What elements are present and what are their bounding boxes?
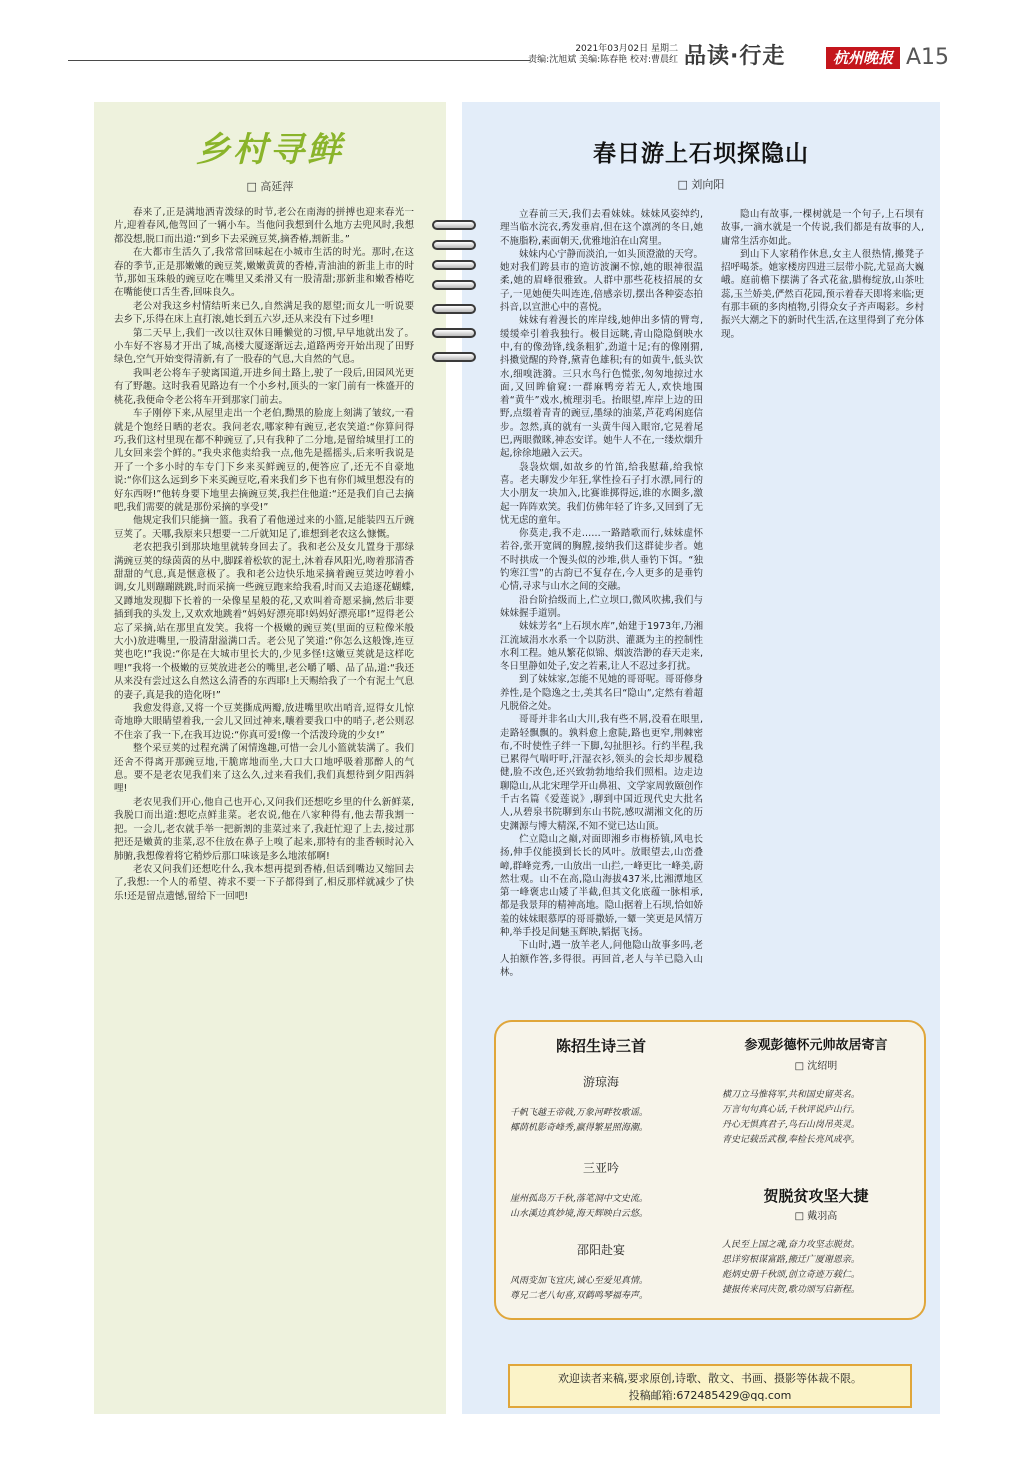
header-meta xyxy=(496,44,678,66)
article1-paragraph: 老农把我引到那块地里就转身回去了。我和老公及女儿置身于那绿满豌豆荚的绿茵茵的丛中,脚踩着松软的泥土,沐着春风阳光,吻着那清香甜甜的气息,真是惬意极了。我和老公边快乐地采摘着豌豆荚边哼着小调,女儿则蹦蹦跳跳,时而采摘一些豌豆跑来给我看,时而又去追逐花蝴蝶,又蹲地发现脚下长着的一朵像星星般的花,又欢叫着奇愿采摘,然后非要插到我的头发上,又欢欢地跳着“妈妈好漂亮耶!妈妈好漂亮耶!”逗得老公忘了采摘,站在那里直发笑。我将一个极嫩的豌豆荚(里面的豆粒像米般大小)放进嘴里,一股清甜溢满口舌。老公见了笑道:“你怎么这般馋,连豆荚也吃!”我说:“你是在大城市里长大的,少见多怪!这嫩豆荚就是这样吃哩!”我将一个极嫩的豆荚放进老公的嘴里,老公嚼了嚼、品了品,道:“我还从来没有尝过这么自然这么清香的东西耶!上天赐给我了一个有泥土气息的妻子,真是我的造化呀!” xyxy=(114,542,414,701)
poem-line: 崖州孤岛万千秋,落笔洞中文史流。 xyxy=(510,1194,648,1204)
notice-email[interactable]: 投稿邮箱:672485429@qq.com xyxy=(628,1389,792,1402)
article1-paragraph: 老农又问我们还想吃什么,我本想再提到香椿,但话到嘴边又缩回去了,我想:一个人的希望、祷求不要一下子都得到了,相反那样就减少了快乐!还是留点遗憾,留给下一回吧! xyxy=(114,863,414,902)
poem-group2-lines xyxy=(722,1088,922,1148)
article1-paragraph: 他规定我们只能摘一篮。我看了看他递过来的小篮,足能装四五斤豌豆荚了。天哪,我原来只想要一二斤就知足了,谁想到老农这么慷慨。 xyxy=(114,515,414,540)
article2-paragraph: 妹妹内心宁静而淡泊,一如头顶澄澈的天穹。她对我们跨县市的造访波澜不惊,她的眼神很温柔,她的眉峰很雅致。人群中那些花枝招展的女子,一见她便失叫连连,倍感亲切,摆出各种姿态拍抖音,以宣泄心中的喜悦。 xyxy=(500,248,703,314)
submission-notice xyxy=(508,1364,912,1408)
article1-byline: □ 高延萍 xyxy=(246,180,294,193)
header-rule xyxy=(68,60,530,61)
binder-ring xyxy=(432,280,476,290)
article1-body xyxy=(114,206,414,1410)
article2-paragraph: 哥哥并非名山大川,我有些不屑,没看在眼里,走路轻飘飘的。孰料愈上愈陡,路也更窄,荆棘密布,不时使性子绊一下脚,勾扯胆衫。行约半程,我已累得气喘吁吁,汗湿衣衫,领头的会长却步履稳健,脸不改色,还兴致勃勃地给我们照相。边走边聊隐山,从北宋理学开山鼻祖、文学家周敦颐创作千古名篇《爱莲说》,聊到中国近现代史大批名人,从碧泉书院聊到东山书院,感叹湖湘文化的历史渊源与博大精深,不知不觉已达山顶。 xyxy=(500,714,703,832)
notice-text: 欢迎读者来稿,要求原创,诗歌、散文、书画、摄影等体裁不限。 xyxy=(558,1372,862,1385)
article2-paragraph: 伫立隐山之巅,对面即湘乡市梅桥镇,风电长扬,伸手仪能摸到长长的风叶。放眼望去,山峦叠嶂,群峰竞秀,一山放出一山拦,一峰更比一峰美,蔚然壮观。山不在高,隐山海拔437米,比湘潭地区第一峰褒忠山矮了半截,但其文化底蕴一脉相承,都是我景拜的精神高地。隐山据着上石坝,恰如娇羞的妹妹眼慕厚的哥哥撒娇,一颦一笑更是风情万种,举手投足间魅玉辉映,韬据飞扬。 xyxy=(500,833,703,939)
binder-ring xyxy=(432,220,476,230)
editor-credits: 责编:沈旭斌 美编:陈春艳 校对:曹晨红 xyxy=(528,55,678,65)
poem-line: 椰荫机影奇峰秀,赢得繁星照海潮。 xyxy=(510,1123,648,1133)
section-title: 品读·行走 xyxy=(684,44,786,69)
poem3-lines xyxy=(510,1274,710,1304)
binder-ring xyxy=(432,260,476,270)
poem3-subtitle: 邵阳赴宴 xyxy=(576,1243,625,1257)
article2-paragraph: 立春前三天,我们去看妹妹。妹妹风姿绰约,理当临水浣衣,秀发垂肩,但在这个凛冽的冬日,她不施脂粉,素面朝天,优雅地泊在山窝里。 xyxy=(500,209,703,247)
poem-line: 捷报传来同庆贺,歌功颂写启新程。 xyxy=(722,1285,860,1295)
article1-paragraph: 春来了,正是满地洒青泼绿的时节,老公在南海的拼搏也迎来春光一片,迎着春风,他驾回了一辆小车。当他问我想到什么地方去兜风时,我想都没想,脱口而出道:“到乡下去采豌豆荚,摘香椿,割新韭。” xyxy=(114,207,414,245)
poem-line: 丹心无惧真君子,鸟石山岗吊英灵。 xyxy=(722,1120,860,1130)
article2-paragraph: 下山时,遇一放羊老人,问他隐山故事多吗,老人拍额作答,多得很。再回首,老人与羊已隐入山林。 xyxy=(500,940,703,978)
poem-line: 青史记载岳武穆,奉检长亮风成亭。 xyxy=(722,1135,860,1145)
binder-ring xyxy=(432,328,476,338)
poem-line: 万言句句真心话,千秋评说庐山行。 xyxy=(722,1105,860,1115)
poem2-subtitle: 三亚吟 xyxy=(582,1161,619,1175)
article2-body xyxy=(500,208,924,998)
article1-paragraph: 整个采豆荚的过程充满了闲情逸趣,可惜一会儿小篮就装满了。我们还舍不得离开那豌豆地,干脆席地而坐,大口大口地呼吸着那醉人的气息。要不是老农见我们来了这么久,过来看我们,我们真想待到夕阳西斜哩! xyxy=(114,743,414,795)
article1-paragraph: 老公对我这乡村情结听来已久,自然满足我的愿望;而女儿一听说要去乡下,乐得在床上直打滚,她长到五六岁,还从来没有下过乡哩! xyxy=(114,300,414,326)
article1-paragraph: 第二天早上,我们一改以往双休日睡懒觉的习惯,早早地就出发了。小车好不容易才开出了城,高楼大厦逐渐远去,道路两旁开始出现了田野绿色,空气开始变得清新,有了一股春的气息,大自然的气息。 xyxy=(114,327,414,366)
poem-group1-title: 陈招生诗三首 xyxy=(555,1037,646,1055)
poem-group2-byline: □ 沈绍明 xyxy=(794,1061,838,1072)
poem-line: 千帆飞越王帝戟,万象河畔牧歌谣。 xyxy=(510,1108,648,1118)
article1-title: 乡村寻鲜 xyxy=(196,130,344,170)
binder-ring xyxy=(432,240,476,250)
newspaper-logo: 杭州晚报 xyxy=(826,47,900,69)
poem-line: 横刀立马惟将军,共和国史留英名。 xyxy=(722,1090,860,1100)
article2-title: 春日游上石坝探隐山 xyxy=(593,140,809,167)
issue-date: 2021年03月02日 星期二 xyxy=(575,44,678,54)
poem1-subtitle: 游琼海 xyxy=(582,1075,619,1089)
article1-paragraph: 老农见我们开心,他自己也开心,又问我们还想吃乡里的什么新鲜菜,我脱口而出道:想吃点鲜韭菜。老农说,他在八家种得有,他去帮我割一把。一会儿,老农就手举一把新割的韭菜过来了,我赶忙迎了上去,接过那把还是嫩黄的韭菜,忍不住放在鼻子上嗅了起来,那特有的韭香顿时沁入肺腑,我想像着将它稍炒后那口味该是多么地浓郁啊! xyxy=(114,796,414,862)
article2-paragraph: 妹妹有着漫长的库岸线,她伸出多情的臂弯,缓缓牵引着我独行。极目远眺,青山隐隐倒映水中,有的像劲锋,线条粗犷,劲道十足;有的像刚猬,抖擞觉醒的羚脊,黛青色雄积;有的如黄牛,低头饮水,细嗅涟漪。三只水鸟行色慌张,匆匆地掠过水面,又回眸偷窥:一群麻鸭旁若无人,欢快地围着“黄牛”戏水,梳理羽毛。抬眼望,库岸上边的田野,点缀着青青的豌豆,墨绿的油菜,芦花鸡闲庭信步。忽然,真的就有一头黄牛闯入眼帘,它晃着尾巴,两眼微眯,神态安详。她牛人不在,一缕炊烟升起,徐徐地融入云天。 xyxy=(500,315,703,460)
poem-group3-title: 贺脱贫攻坚大捷 xyxy=(763,1187,869,1205)
poem-line: 思详穷根谋富路,搬迁广厦谢恩亲。 xyxy=(722,1255,860,1265)
article2-paragraph: 妹妹芳名“上石坝水库”,始建于1973年,乃湘江流域涓水水系一个以防洪、灌溉为主的控制性水利工程。她从繁花似锦、烟波浩渺的春天走来,冬日里静如处子,安之若素,让人不忍过多打扰。 xyxy=(500,621,703,673)
poem-group3-lines xyxy=(722,1238,922,1298)
poem-line: 人民至上国之魂,奋力攻坚志脱贫。 xyxy=(722,1240,860,1250)
article2-paragraph: 袅袅炊烟,如故乡的竹笛,给我慰藉,给我惊喜。老夫聊发少年狂,掌性捡石子打水漂,同行的大小朋友一块加入,比赛谁掷得远,谁的水圈多,激起一阵阵欢笑。我们仿佛年轻了许多,又回到了无忧无虑的童年。 xyxy=(500,461,703,526)
article2-byline: □ 刘向阳 xyxy=(677,178,725,191)
article2-paragraph: 到山下人家稍作休息,女主人很热情,搬凳子招呼喝茶。她家楼房四进三层带小院,尤显高大巍峨。庭前檐下摆满了各式花盆,腊梅绽放,山茶吐蕊,玉兰娇美,俨然百花园,预示着春天即将来临;更有那丰硕的多肉植物,引得众女子齐声喝彩。乡村振兴大潮之下的新时代生活,在这里得到了充分体现。 xyxy=(721,248,924,340)
article1-paragraph: 车子刚停下来,从屋里走出一个老伯,黝黑的脸庞上刻满了皱纹,一看就是个饱经日晒的老农。我问老农,哪家种有豌豆,老农笑道:“你算问得巧,我们这村里现在都不种豌豆了,只有我种了二分地,是留给城里打工的儿女回来尝个鲜的。”我央求他卖给我一点,他先是摇摇头,后来听我说是开了一个多小时的车专门下乡来买鲜豌豆的,便答应了,还无不自豪地说:“你们这么远到乡下来买豌豆吃,看来我们乡下也有你们城里想没有的好东西呀!”他转身要下地里去摘豌豆荚,我拦住他道:“还是我们自己去摘吧,我们需要的就是那份采摘的享受!” xyxy=(114,408,414,513)
article1-paragraph: 在大都市生活久了,我常常回味起在小城市生活的时光。那时,在这春的季节,正是那嫩嫩的豌豆荚,嫩嫩黄黄的香椿,青油油的新韭上市的时节,那如玉珠般的豌豆吃在嘴里又柔滑又有一股清甜;那新韭和嫩香椿吃在嘴能使口舌生香,回味良久。 xyxy=(114,247,414,299)
article2-paragraph: 你莫走,我不走……一路踏歌而行,妹妹虚怀若谷,张开宽阔的胸膛,接纳我们这群徒步者。她不时拱成一个馒头似的沙堆,供人垂钓下饵。“独钓寒江雪”的古韵已不复存在,今人更多的是垂钓心情,寻求与山水之间的交融。 xyxy=(500,528,703,593)
article1-paragraph: 我愈发得意,又将一个豆荚撕成两瓣,放进嘴里吹出哨音,逗得女儿惊奇地睁大眼睛望着我,一会儿又回过神来,嚷着要我口中的哨子,老公则忍不住亲了我一下,在我耳边说:“你真可爱!像一个活泼玲珑的少女!” xyxy=(114,703,414,741)
poem-line: 山水溪边真妙境,海天辉映白云悠。 xyxy=(510,1209,648,1219)
article2-paragraph: 沿台阶拾级而上,伫立坝口,微风吹拂,我们与妹妹握手道别。 xyxy=(500,594,703,619)
binder-ring xyxy=(432,304,476,314)
poem2-lines xyxy=(510,1192,710,1222)
binder-ring xyxy=(432,352,476,362)
poem-group3-byline: □ 戴羽高 xyxy=(794,1211,838,1222)
page-number: A15 xyxy=(906,45,950,70)
poem-line: 彪炳史册千秋颂,创立奇迹万载仁。 xyxy=(722,1270,860,1280)
article2-paragraph: 到了妹妹家,怎能不见她的哥哥呢。哥哥修身养性,是个隐逸之士,美其名曰“隐山”,定然有着超凡脱俗之处。 xyxy=(500,674,703,712)
poem-line: 风雨变加飞宜庆,诚心至爱见真情。 xyxy=(510,1276,648,1286)
article2-paragraph: 隐山有故事,一棵树就是一个句子,上石坝有故事,一滴水就是一个传说,我们都是有故事的人,庸常生活亦如此。 xyxy=(721,209,924,247)
poem-line: 尊兄二老八旬喜,双鹤鸣琴福寿声。 xyxy=(510,1291,648,1301)
poem1-lines xyxy=(510,1106,710,1136)
poetry-box xyxy=(494,1020,926,1320)
poem-group2-title: 参观彭德怀元帅故居寄言 xyxy=(744,1038,888,1053)
article1-paragraph: 我叫老公将车子驶离国道,开进乡间土路上,驶了一段后,田园风光更有了野趣。这时我看见路边有一个小乡村,顶头的一家门前有一株盛开的桃花,我便命令老公将车开到那家门前去。 xyxy=(114,367,414,406)
